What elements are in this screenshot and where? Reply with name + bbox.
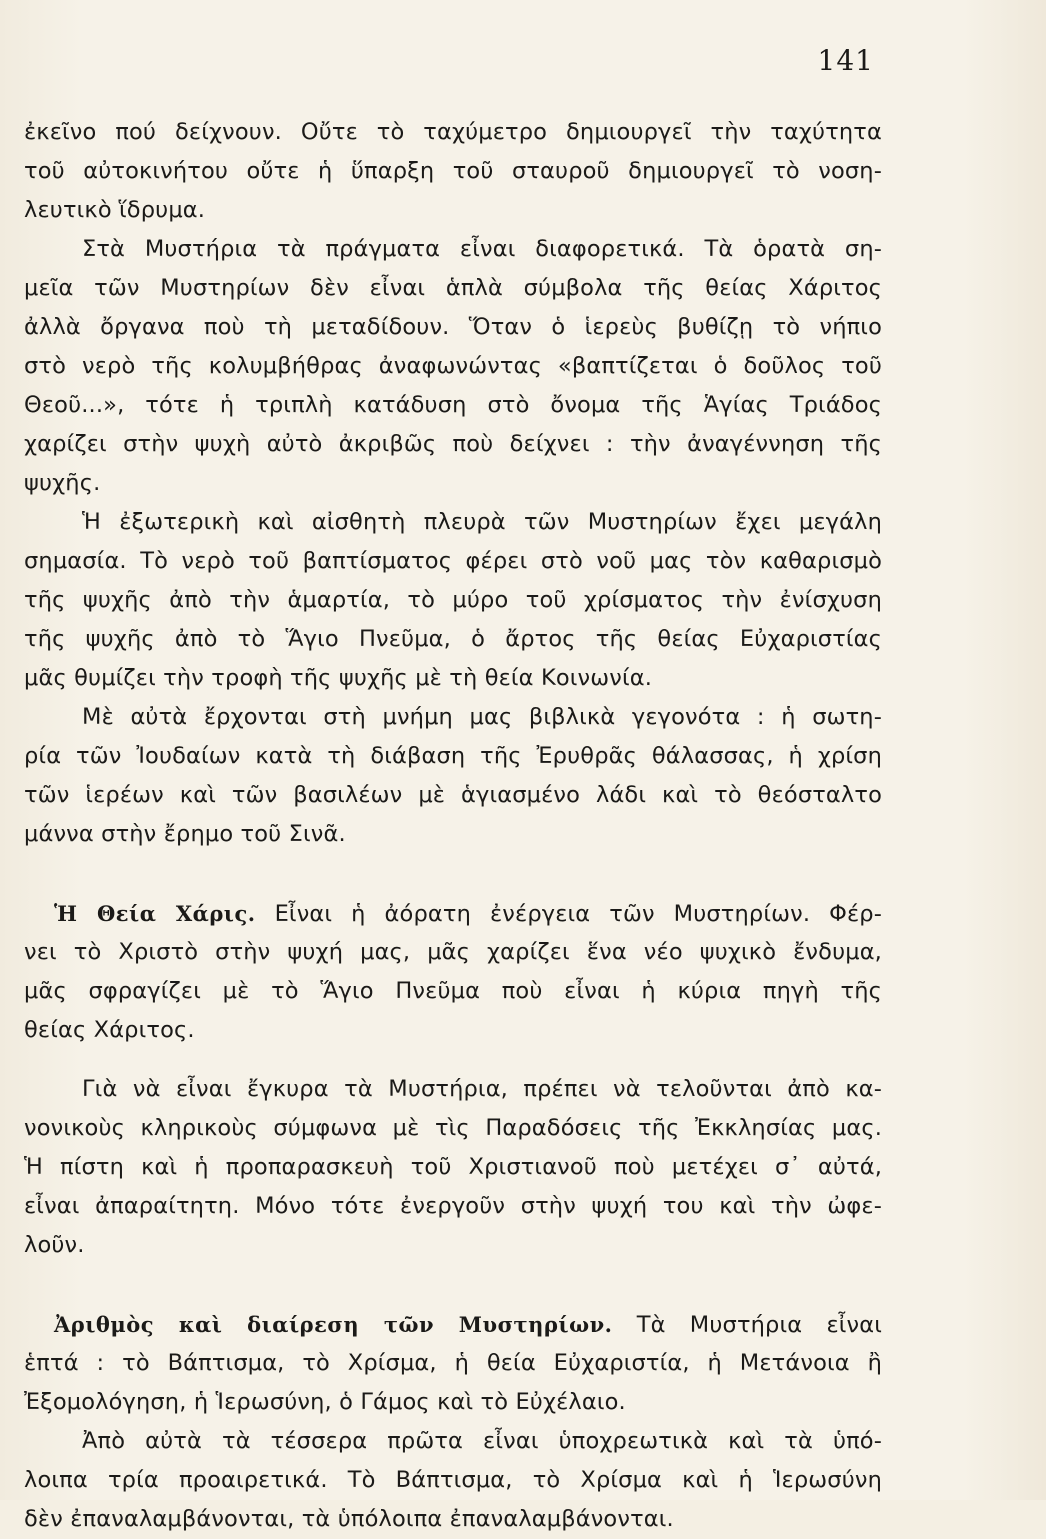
- text-line: λοιπα τρία προαιρετικά. Τὸ Βάπτισμα, τὸ Χρίσμα καὶ ἡ Ἱερωσύνη: [24, 1467, 882, 1493]
- text-span: Μὲ αὐτὰ ἔρχονται στὴ μνήμη μας βιβλικὰ γεγονότα : ἡ σωτη-: [82, 704, 882, 730]
- text-line: [24, 230, 882, 269]
- text-span: Ἡ ἐξωτερικὴ καὶ αἰσθητὴ πλευρὰ τῶν Μυστηρίων ἔχει μεγάλη: [82, 509, 882, 535]
- text-span: Εἶναι ἡ ἀόρατη ἐνέργεια τῶν Μυστηρίων. Φέρ-: [274, 901, 882, 927]
- section-number-division: [24, 1305, 882, 1422]
- text-line: [24, 698, 882, 737]
- text-line: ψυχῆς.: [24, 470, 101, 496]
- text-line: τῆς ψυχῆς ἀπὸ τὴν ἁμαρτία, τὸ μύρο τοῦ χρίσματος τὴν ἐνίσχυση: [24, 587, 882, 613]
- text-line: λοῦν.: [24, 1232, 85, 1258]
- text-line: [24, 1422, 882, 1461]
- paragraph-spacer: [24, 1050, 882, 1070]
- text-line: χαρίζει στὴν ψυχὴ αὐτὸ ἀκριβῶς ποὺ δείχνει : τὴν ἀναγέννηση τῆς: [24, 431, 882, 457]
- text-line: [24, 503, 882, 542]
- section-spacer: [24, 1265, 882, 1305]
- text-line: [24, 1070, 882, 1109]
- text-line: μεῖα τῶν Μυστηρίων δὲν εἶναι ἁπλὰ σύμβολα τῆς θείας Χάριτος: [24, 275, 882, 301]
- text-line: μᾶς θυμίζει τὴν τροφὴ τῆς ψυχῆς μὲ τὴ θεία Κοινωνία.: [24, 665, 653, 691]
- text-line: στὸ νερὸ τῆς κολυμβήθρας ἀναφωνώντας «βαπτίζεται ὁ δοῦλος τοῦ: [24, 353, 882, 379]
- text-line: δὲν ἐπαναλαμβάνονται, τὰ ὑπόλοιπα ἐπαναλαμβάνονται.: [24, 1506, 674, 1532]
- text-line: ἀλλὰ ὄργανα ποὺ τὴ μεταδίδουν. Ὅταν ὁ ἱερεὺς βυθίζῃ τὸ νήπιο: [24, 314, 882, 340]
- text-line: νονικοὺς κληρικοὺς σύμφωνα μὲ τὶς Παραδόσεις τῆς Ἐκκλησίας μας.: [24, 1115, 882, 1141]
- section-spacer: [24, 854, 882, 894]
- text-line: [24, 1305, 882, 1344]
- text-line: εἶναι ἀπαραίτητη. Μόνο τότε ἐνεργοῦν στὴν ψυχή του καὶ τὴν ὠφε-: [24, 1193, 882, 1219]
- text-line: Θεοῦ...», τότε ἡ τριπλὴ κατάδυση στὸ ὄνομα τῆς Ἁγίας Τριάδος: [24, 392, 882, 418]
- text-line: ρία τῶν Ἰουδαίων κατὰ τὴ διάβαση τῆς Ἐρυθρᾶς θάλασσας, ἡ χρίση: [24, 743, 882, 769]
- section-divine-grace: [24, 894, 882, 1050]
- text-line: ἐκεῖνο πού δείχνουν. Οὔτε τὸ ταχύμετρο δημιουργεῖ τὴν ταχύτητα: [24, 119, 882, 145]
- text-line: τῶν ἱερέων καὶ τῶν βασιλέων μὲ ἁγιασμένο λάδι καὶ τὸ θεόσταλτο: [24, 782, 882, 808]
- text-line: Ἡ πίστη καὶ ἡ προπαρασκευὴ τοῦ Χριστιανοῦ ποὺ μετέχει σ᾿ αὐτά,: [24, 1154, 882, 1180]
- paragraph-obligatory-optional: [24, 1422, 882, 1539]
- text-line: λευτικὸ ἵδρυμα.: [24, 197, 206, 223]
- paragraph-continuation: [24, 113, 882, 230]
- paragraph-external-side: [24, 503, 882, 698]
- body-text: [24, 113, 882, 1539]
- page-number: 141: [817, 44, 874, 77]
- text-span: Στὰ Μυστήρια τὰ πράγματα εἶναι διαφορετικά. Τὰ ὁρατὰ ση-: [82, 236, 882, 262]
- paragraph-sacraments-different: [24, 230, 882, 503]
- text-line: ἑπτά : τὸ Βάπτισμα, τὸ Χρίσμα, ἡ θεία Εὐχαριστία, ἡ Μετάνοια ἢ: [24, 1350, 882, 1376]
- text-line: μᾶς σφραγίζει μὲ τὸ Ἅγιο Πνεῦμα ποὺ εἶναι ἡ κύρια πηγὴ τῆς: [24, 978, 882, 1004]
- text-span: Ἀπὸ αὐτὰ τὰ τέσσερα πρῶτα εἶναι ὑποχρεωτικὰ καὶ τὰ ὑπό-: [82, 1428, 882, 1454]
- paragraph-validity: [24, 1070, 882, 1265]
- section-heading: Ἡ Θεία Χάρις.: [54, 901, 256, 926]
- text-span: Τὰ Μυστήρια εἶναι: [636, 1312, 882, 1338]
- section-heading: Ἀριθμὸς καὶ διαίρεση τῶν Μυστηρίων.: [54, 1312, 613, 1337]
- text-line: θείας Χάριτος.: [24, 1017, 195, 1043]
- text-line: σημασία. Τὸ νερὸ τοῦ βαπτίσματος φέρει στὸ νοῦ μας τὸν καθαρισμὸ: [24, 548, 882, 574]
- text-line: Ἐξομολόγηση, ἡ Ἱερωσύνη, ὁ Γάμος καὶ τὸ Εὐχέλαιο.: [24, 1389, 626, 1415]
- text-line: νει τὸ Χριστὸ στὴν ψυχή μας, μᾶς χαρίζει ἕνα νέο ψυχικὸ ἔνδυμα,: [24, 939, 882, 965]
- text-line: τῆς ψυχῆς ἀπὸ τὸ Ἅγιο Πνεῦμα, ὁ ἄρτος τῆς θείας Εὐχαριστίας: [24, 626, 882, 652]
- text-line: τοῦ αὐτοκινήτου οὔτε ἡ ὕπαρξη τοῦ σταυροῦ δημιουργεῖ τὸ νοση-: [24, 158, 882, 184]
- text-span: Γιὰ νὰ εἶναι ἔγκυρα τὰ Μυστήρια, πρέπει νὰ τελοῦνται ἀπὸ κα-: [82, 1076, 882, 1102]
- text-line: [24, 894, 882, 933]
- paragraph-biblical-events: [24, 698, 882, 854]
- text-line: μάννα στὴν ἔρημο τοῦ Σινᾶ.: [24, 821, 346, 847]
